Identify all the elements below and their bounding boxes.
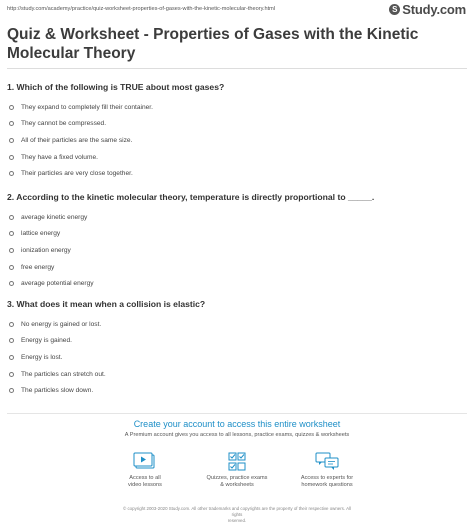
answer-option[interactable] xyxy=(7,316,467,333)
option-label: average kinetic energy xyxy=(21,213,88,221)
option-label: Their particles are very close together. xyxy=(21,170,133,178)
video-lessons-icon xyxy=(133,452,157,472)
feature-line-1: Quizzes, practice exams xyxy=(206,475,268,481)
answer-option[interactable] xyxy=(7,366,467,383)
premium-description: A Premium account gives you access to all lessons, practice exams, quizzes & worksheets xyxy=(124,432,350,438)
option-label: Energy is lost. xyxy=(21,353,63,361)
option-label: ionization energy xyxy=(21,246,71,254)
feature-line-1: Access to all xyxy=(129,475,161,481)
radio-button[interactable] xyxy=(9,231,14,236)
answer-option[interactable] xyxy=(7,116,467,133)
answer-option[interactable] xyxy=(7,349,467,366)
page-title: Quiz & Worksheet - Properties of Gases with the Kinetic Molecular Theory xyxy=(7,26,419,62)
cta-divider xyxy=(7,413,467,414)
question-text: 3. What does it mean when a collision is elastic? xyxy=(7,299,206,309)
answer-option[interactable] xyxy=(7,259,467,276)
quiz-icon xyxy=(225,452,249,472)
copyright-footer xyxy=(120,506,354,524)
page-url: http://study.com/academy/practice/quiz-worksheet-properties-of-gases-with-the-kinetic-molecular-theory.html xyxy=(7,6,276,12)
radio-button[interactable] xyxy=(9,121,14,126)
answer-options xyxy=(7,316,467,399)
option-label: They expand to completely fill their container. xyxy=(21,103,153,111)
option-label: No energy is gained or lost. xyxy=(21,320,102,328)
radio-button[interactable] xyxy=(9,265,14,270)
answer-option[interactable] xyxy=(7,226,467,243)
option-label: The particles slow down. xyxy=(21,387,94,395)
question-text: 1. Which of the following is TRUE about most gases? xyxy=(7,82,225,92)
answer-option[interactable] xyxy=(7,242,467,259)
radio-button[interactable] xyxy=(9,105,14,110)
feature-line-2: video lessons xyxy=(128,482,162,488)
question-1 xyxy=(7,82,467,182)
option-label: They cannot be compressed. xyxy=(21,120,107,128)
create-account-link[interactable]: Create your account to access this entire worksheet xyxy=(133,419,341,429)
feature-line-2: & worksheets xyxy=(220,482,254,488)
study-logo[interactable] xyxy=(389,2,466,17)
radio-button[interactable] xyxy=(9,355,14,360)
radio-button[interactable] xyxy=(9,338,14,343)
option-label: All of their particles are the same size. xyxy=(21,136,133,144)
answer-option[interactable] xyxy=(7,132,467,149)
radio-button[interactable] xyxy=(9,171,14,176)
question-3 xyxy=(7,299,467,399)
answer-options xyxy=(7,209,467,292)
study-logo-text: Study.com xyxy=(402,2,466,17)
radio-button[interactable] xyxy=(9,322,14,327)
question-2 xyxy=(7,192,467,292)
title-divider xyxy=(7,68,467,69)
expert-help-icon xyxy=(315,452,339,472)
answer-option[interactable] xyxy=(7,165,467,182)
radio-button[interactable] xyxy=(9,155,14,160)
study-logo-icon: S xyxy=(389,4,400,15)
answer-option[interactable] xyxy=(7,149,467,166)
top-bar xyxy=(0,0,474,18)
radio-button[interactable] xyxy=(9,281,14,286)
answer-option[interactable] xyxy=(7,333,467,350)
radio-button[interactable] xyxy=(9,372,14,377)
radio-button[interactable] xyxy=(9,388,14,393)
radio-button[interactable] xyxy=(9,248,14,253)
option-label: lattice energy xyxy=(21,230,61,238)
copyright-line-1: © copyright 2003-2020 Study.com. All other trademarks and copyrights are the property of their respective owners. All rights xyxy=(123,506,351,517)
option-label: The particles can stretch out. xyxy=(21,370,106,378)
answer-option[interactable] xyxy=(7,99,467,116)
answer-option[interactable] xyxy=(7,275,467,292)
radio-button[interactable] xyxy=(9,138,14,143)
option-label: They have a fixed volume. xyxy=(21,153,98,161)
answer-options xyxy=(7,99,467,182)
feature-line-2: homework questions xyxy=(301,482,353,488)
option-label: free energy xyxy=(21,263,55,271)
feature-expert-help xyxy=(272,452,382,489)
option-label: average potential energy xyxy=(21,280,94,288)
answer-option[interactable] xyxy=(7,382,467,399)
feature-line-1: Access to experts for xyxy=(300,475,354,481)
option-label: Energy is gained. xyxy=(21,337,72,345)
copyright-line-2: reserved. xyxy=(227,518,247,523)
question-text: 2. According to the kinetic molecular theory, temperature is directly proportional to _____. xyxy=(7,192,375,202)
radio-button[interactable] xyxy=(9,215,14,220)
answer-option[interactable] xyxy=(7,209,467,226)
